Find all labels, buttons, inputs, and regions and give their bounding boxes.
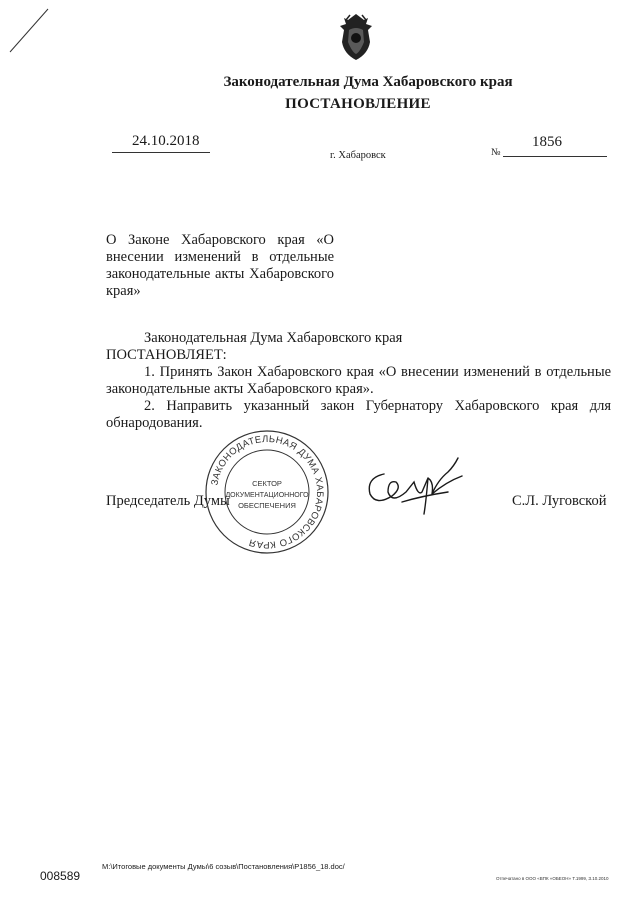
body-item-2: 2. Направить указанный закон Губернатору Хабаровского края для обнародования. — [106, 398, 611, 431]
pen-stroke-mark — [8, 6, 50, 54]
organization-name: Законодательная Дума Хабаровского края — [223, 74, 513, 90]
body-resolves: ПОСТАНОВЛЯЕТ: — [106, 347, 227, 363]
document-date: 24.10.2018 — [132, 133, 200, 149]
date-underline — [112, 152, 210, 153]
document-title: О Законе Хабаровского края «О внесении изменений в отдельные законодательные акты Хабаровского края» — [106, 232, 334, 299]
stamp-ring-text: ЗАКОНОДАТЕЛЬНАЯ ДУМА ХАБАРОВСКОГО КРАЯ — [209, 433, 326, 551]
number-sign: № — [491, 147, 501, 158]
stamp-line-3: ОБЕСПЕЧЕНИЯ — [238, 501, 296, 510]
file-path: M:\Итоговые документы Думы\6 созыв\Постановления\P1856_18.doc/ — [102, 862, 345, 871]
official-stamp — [203, 428, 331, 556]
body-item-1: 1. Принять Закон Хабаровского края «О внесении изменений в отдельные законодательные акты Хабаровского края». — [106, 364, 611, 397]
signatory-name: С.Л. Луговской — [512, 493, 607, 509]
registration-number: 008589 — [40, 869, 81, 883]
document-body — [106, 330, 611, 432]
document-type: ПОСТАНОВЛЕНИЕ — [285, 96, 431, 112]
stamp-line-1: СЕКТОР — [252, 479, 282, 488]
handwritten-signature — [362, 452, 472, 522]
number-underline — [503, 156, 607, 157]
document-city: г. Хабаровск — [330, 150, 386, 161]
body-intro: Законодательная Дума Хабаровского края — [144, 330, 403, 346]
coat-of-arms-icon — [336, 12, 376, 62]
document-number: 1856 — [532, 134, 562, 150]
signatory-position: Председатель Думы — [106, 493, 230, 509]
stamp-line-2: ДОКУМЕНТАЦИОННОГО — [225, 492, 309, 499]
printer-mark: Отпечатано в ООО «ВПК «ОБЕОН» Т.1999, З.10.2010 — [496, 876, 609, 881]
